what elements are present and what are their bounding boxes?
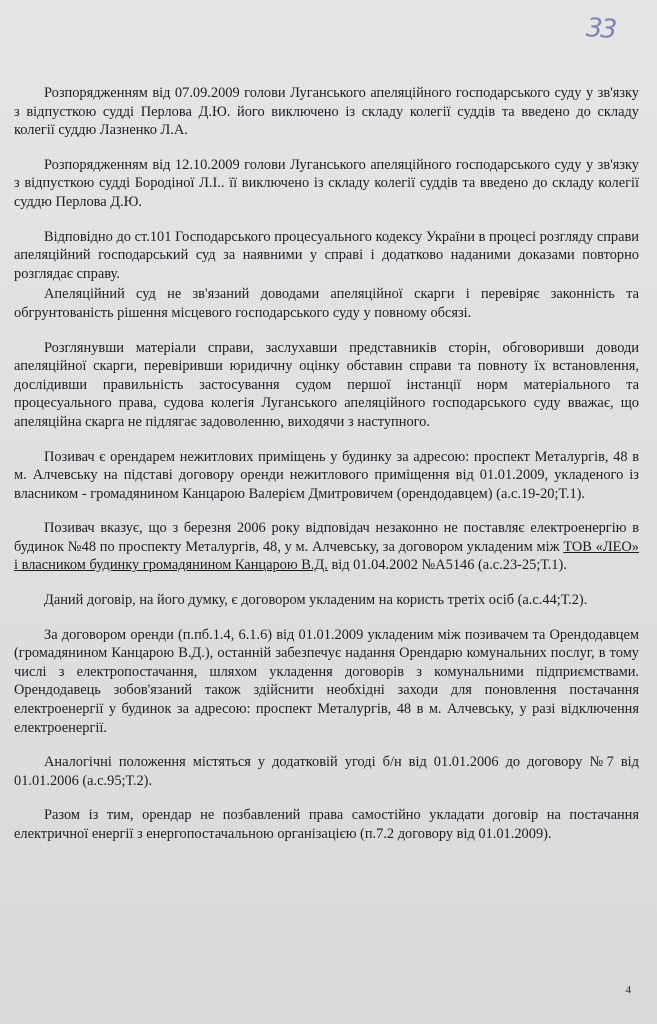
claim-text-end: від 01.04.2002 №А5146 (а.с.23-25;Т.1).: [327, 557, 567, 574]
paragraph-article-101: Відповідно до ст.101 Господарського процесуального кодексу України в процесі розгляду справи апеляційний господарський суд за наявними у справі і додатково наданими доказами повторно розглядає справу.: [14, 228, 639, 282]
paragraph-plaintiff-claim: [14, 519, 639, 575]
paragraph-order-2: Розпорядженням від 12.10.2009 голови Луганського апеляційного господарського суду у зв'язку з відпусткою судді Бородіної Л.І.. її виключено із складу колегії суддів та введено до складу колегії суддю Перлова Д.Ю.: [14, 156, 639, 210]
claim-text-start: Позивач вказує, що з березня 2006 року відповідач незаконно не поставляє електроенергію в будинок №48 по проспекту Металургів, 48, у м. Алчевську, за договором укладеним між: [14, 520, 639, 555]
paragraph-third-party-contract: Даний договір, на його думку, є договором укладеним на користь третіх осіб (а.с.44;Т.2).: [44, 592, 588, 609]
paragraph-lease-terms: За договором оренди (п.пб.1.4, 6.1.6) від 01.01.2009 укладеним між позивачем та Орендодавцем (громадянином Канцарою В.Д.), останній забезпечує надання Орендарю комунальних послуг, в тому числі з електропостачання, шляхом укладення договорів з комунальними підприємствами. Орендодавець зобов'язаний також здійснити необхідні заходи для поновлення постачання електроенергії у будинок за адресою: проспект Металургів, 48 в м. Алчевську, у разі відключення електроенергії.: [14, 626, 639, 736]
page-number: 4: [625, 984, 631, 996]
paragraph-tenant-rights: Разом із тим, орендар не позбавлений права самостійно укладати договір на постачання електричної енергії з енергопостачальною організацією (п.7.2 договору від 01.01.2009).: [14, 807, 639, 842]
claim-underlined-party: ТОВ «ЛЕО» і власником будинку громадянином Канцарою В.Д.: [14, 538, 640, 574]
paragraph-appeal-scope: Апеляційний суд не зв'язаний доводами апеляційної скарги і перевіряє законність та обгрунтованість рішення місцевого господарського суду у повному обсязі.: [14, 286, 639, 321]
handwritten-page-number: 33: [584, 13, 617, 45]
paragraph-order-1: Розпорядженням від 07.09.2009 голови Луганського апеляційного господарського суду у зв'язку з відпусткою судді Перлова Д.Ю. його виключено із складу колегії суддів та введено до складу колегії суддю Лазненко Л.А.: [14, 85, 639, 139]
paragraph-court-conclusion: Розглянувши матеріали справи, заслухавши представників сторін, обговоривши доводи апеляційної скарги, перевіривши юридичну оцінку обставин справи та повноту їх встановлення, дослідивши правильність застосування судом першої інстанції норм матеріального та процесуального права, судова колегія Луганського апеляційного господарського суду вважає, що апеляційна скарга не підлягає задоволенню, виходячи з наступного.: [14, 339, 639, 430]
paragraph-plaintiff-lease: Позивач є орендарем нежитлових приміщень у будинку за адресою: проспект Металургів, 48 в м. Алчевську на підставі договору оренди нежитлового приміщення від 01.01.2009, укладеного із власником - громадянином Канцарою Валерієм Дмитровичем (орендодавцем) (а.с.19-20;Т.1).: [14, 448, 639, 502]
paragraph-additional-agreement: Аналогічні положення містяться у додатковій угоді б/н від 01.01.2006 до договору №7 від 01.01.2006 (а.с.95;Т.2).: [14, 754, 639, 789]
